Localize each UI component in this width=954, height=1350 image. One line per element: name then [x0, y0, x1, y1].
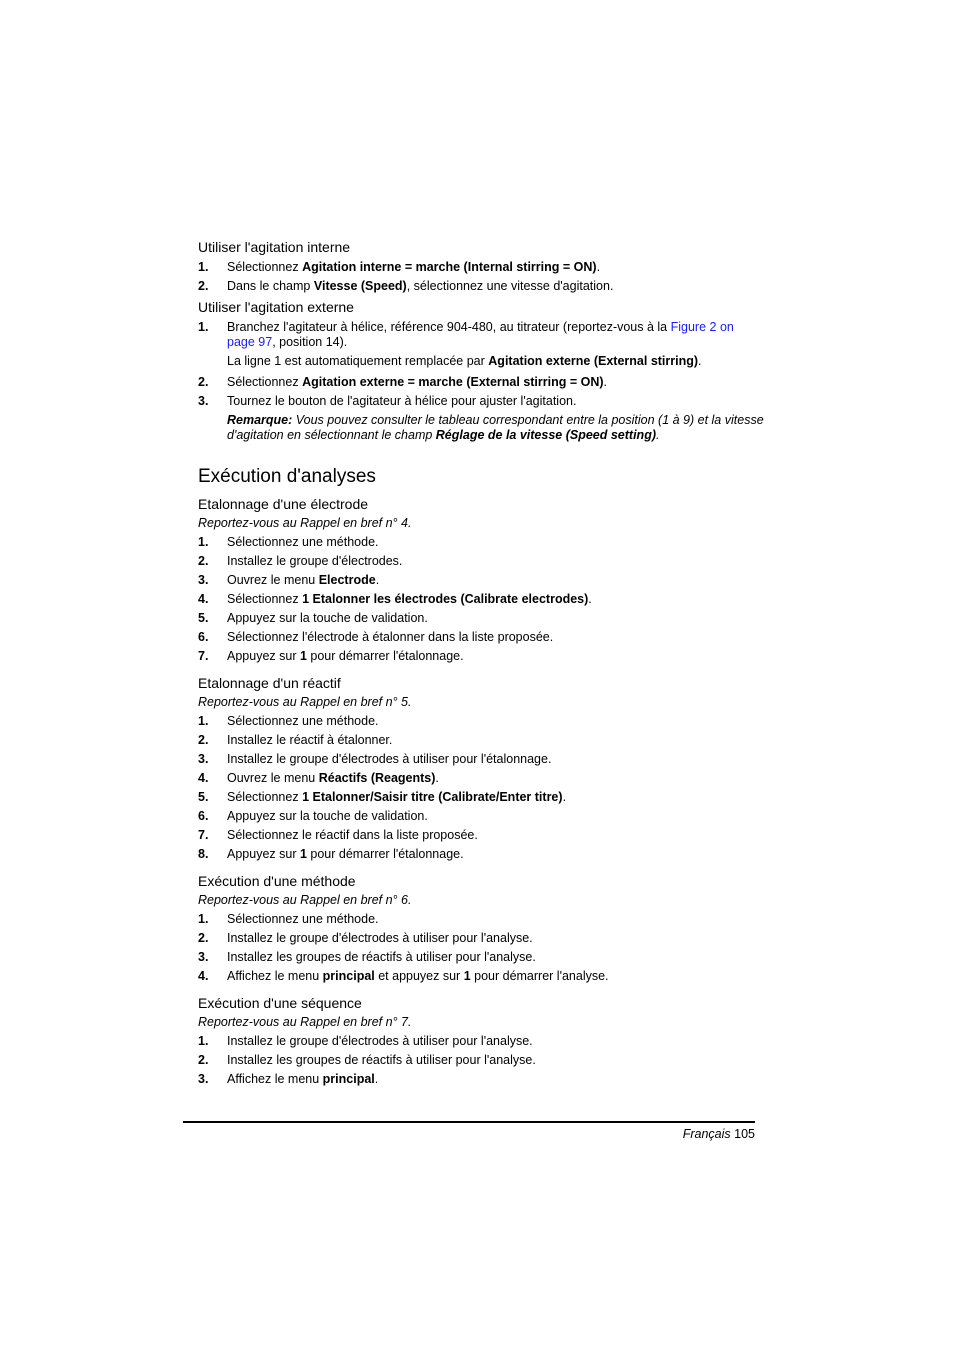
- page-content: [198, 238, 778, 1087]
- page-number: 105: [734, 1127, 755, 1141]
- page-footer: [683, 1127, 755, 1141]
- step-number: 3.: [198, 394, 209, 408]
- step-number: 1.: [198, 260, 209, 274]
- remark-label: Remarque:: [227, 413, 293, 427]
- quick-reference: Reportez-vous au Rappel en bref n° 4.: [198, 516, 412, 530]
- remark-note: Remarque: Vous pouvez consulter le tableau correspondant entre la position (1 à 9) et la vitesse d'agitation en sélectionnant le champ Réglage de la vitesse (Speed setting).: [227, 413, 764, 442]
- list-item: 5. Sélectionnez 1 Etalonner/Saisir titre (Calibrate/Enter titre).: [198, 790, 567, 804]
- list-item: 3. Installez le groupe d'électrodes à utiliser pour l'étalonnage.: [198, 752, 552, 766]
- list-item: 3. Tournez le bouton de l'agitateur à hélice pour ajuster l'agitation.: [198, 394, 577, 408]
- heading-internal-stirring: Utiliser l'agitation interne: [198, 239, 351, 255]
- list-item: 2. Installez le groupe d'électrodes à utiliser pour l'analyse.: [198, 931, 533, 945]
- quick-reference: Reportez-vous au Rappel en bref n° 6.: [198, 893, 412, 907]
- steps-external-stirring-cont: [198, 375, 778, 409]
- list-item: 2. Sélectionnez Agitation externe = marche (External stirring = ON).: [198, 375, 608, 389]
- list-item: 1. Sélectionnez une méthode.: [198, 912, 379, 926]
- quick-reference: Reportez-vous au Rappel en bref n° 5.: [198, 695, 412, 709]
- step-sub-note: La ligne 1 est automatiquement remplacée par Agitation externe (External stirring).: [227, 354, 702, 368]
- footer-divider: [183, 1121, 755, 1123]
- heading-external-stirring: Utiliser l'agitation externe: [198, 299, 354, 315]
- list-item: 5. Appuyez sur la touche de validation.: [198, 611, 428, 625]
- list-item: 7. Appuyez sur 1 pour démarrer l'étalonnage.: [198, 649, 464, 663]
- list-item: 2. Installez le groupe d'électrodes.: [198, 554, 403, 568]
- list-item: 1. Sélectionnez Agitation interne = marche (Internal stirring = ON).: [198, 260, 601, 274]
- list-item: 4. Sélectionnez 1 Etalonner les électrodes (Calibrate electrodes).: [198, 592, 592, 606]
- steps-electrode-calibration: [198, 535, 778, 664]
- steps-sequence-execution: [198, 1034, 778, 1087]
- list-item: 7. Sélectionnez le réactif dans la liste proposée.: [198, 828, 478, 842]
- list-item: 3. Affichez le menu principal.: [198, 1072, 379, 1086]
- list-item: 4. Affichez le menu principal et appuyez sur 1 pour démarrer l'analyse.: [198, 969, 609, 983]
- footer-language: Français: [682, 1127, 731, 1141]
- step-number: 2.: [198, 375, 209, 389]
- steps-internal-stirring: [198, 260, 778, 294]
- steps-external-stirring: [198, 320, 778, 350]
- list-item: 1. Sélectionnez une méthode.: [198, 714, 379, 728]
- list-item: 3. Ouvrez le menu Electrode.: [198, 573, 380, 587]
- steps-method-execution: [198, 912, 778, 984]
- list-item: 4. Ouvrez le menu Réactifs (Reagents).: [198, 771, 439, 785]
- heading-electrode-calibration: Etalonnage d'une électrode: [198, 496, 369, 512]
- list-item: 2. Installez le réactif à étalonner.: [198, 733, 393, 747]
- quick-reference: Reportez-vous au Rappel en bref n° 7.: [198, 1015, 412, 1029]
- heading-method-execution: Exécution d'une méthode: [198, 873, 356, 889]
- figure-link[interactable]: Figure 2 on page 97: [227, 320, 734, 349]
- heading-sequence-execution: Exécution d'une séquence: [198, 995, 362, 1011]
- list-item: 8. Appuyez sur 1 pour démarrer l'étalonnage.: [198, 847, 464, 861]
- list-item: 6. Appuyez sur la touche de validation.: [198, 809, 428, 823]
- heading-reagent-calibration: Etalonnage d'un réactif: [198, 675, 341, 691]
- list-item: 2. Dans le champ Vitesse (Speed), sélectionnez une vitesse d'agitation.: [198, 279, 614, 293]
- list-item: 1. Sélectionnez une méthode.: [198, 535, 379, 549]
- section-title: Exécution d'analyses: [198, 466, 376, 487]
- list-item: 6. Sélectionnez l'électrode à étalonner dans la liste proposée.: [198, 630, 554, 644]
- list-item: 1. Installez le groupe d'électrodes à utiliser pour l'analyse.: [198, 1034, 533, 1048]
- step-number: 1.: [198, 320, 209, 334]
- list-item: 3. Installez les groupes de réactifs à utiliser pour l'analyse.: [198, 950, 536, 964]
- list-item: 2. Installez les groupes de réactifs à utiliser pour l'analyse.: [198, 1053, 536, 1067]
- list-item: 1. Branchez l'agitateur à hélice, référence 904-480, au titrateur (reportez-vous à la Figure 2 on page 97, position 14).: [198, 320, 734, 349]
- steps-reagent-calibration: [198, 714, 778, 862]
- step-number: 2.: [198, 279, 209, 293]
